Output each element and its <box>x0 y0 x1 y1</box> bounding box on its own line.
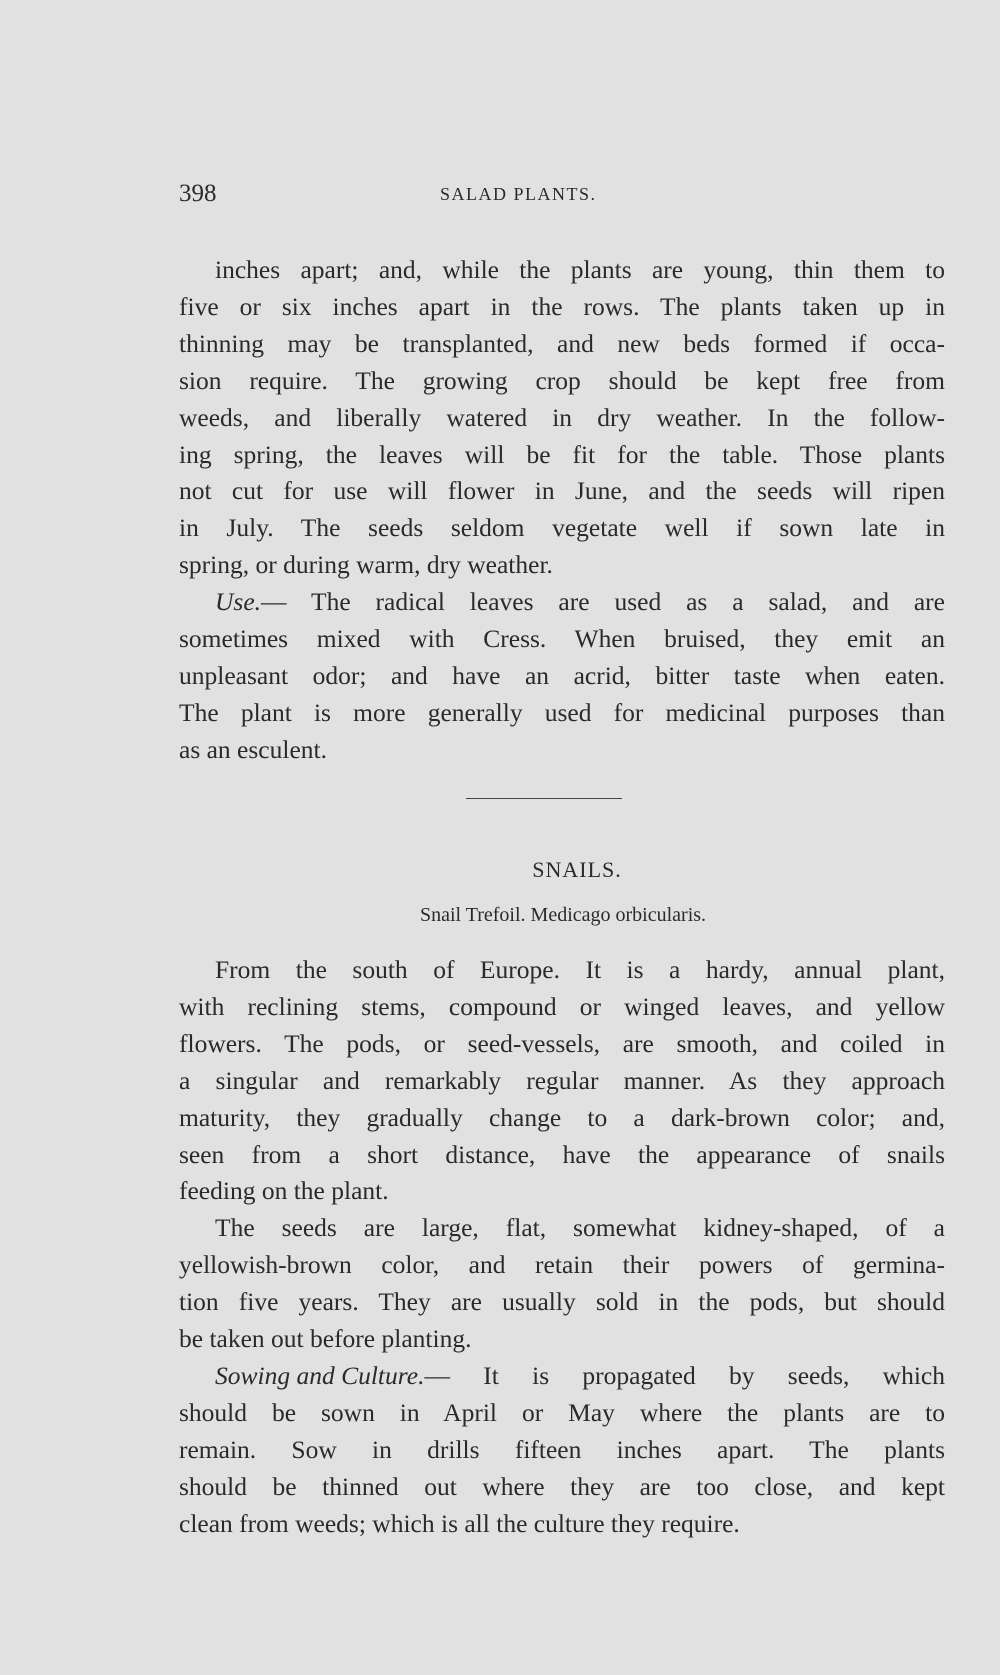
text-line <box>179 400 945 437</box>
text-line <box>179 326 945 363</box>
text-line <box>179 1210 945 1247</box>
top-text-block <box>179 252 945 769</box>
line-text: clean from weeds; which is all the culture they require. <box>179 1508 740 1538</box>
line-text: not cut for use will flower in June, and the seeds will ripen <box>179 476 945 506</box>
text-line <box>179 252 945 289</box>
text-line <box>179 658 945 695</box>
line-text: The plant is more generally used for medicinal purposes than <box>179 697 945 727</box>
text-line <box>179 547 945 584</box>
text-line <box>179 1358 945 1395</box>
paragraph-lead-in: Use. <box>215 587 262 617</box>
line-text: should be thinned out where they are too close, and kept <box>179 1471 945 1501</box>
line-text: be taken out before planting. <box>179 1324 472 1354</box>
text-line <box>179 1395 945 1432</box>
line-text: spring, or during warm, dry weather. <box>179 550 553 580</box>
text-line <box>179 1173 945 1210</box>
text-line <box>179 989 945 1026</box>
line-text: maturity, they gradually change to a dark-brown color; and, <box>179 1102 945 1132</box>
line-text: ing spring, the leaves will be fit for the table. Those plants <box>179 439 945 469</box>
running-head: SALAD PLANTS. <box>440 184 597 204</box>
text-line <box>179 732 945 769</box>
line-text: remain. Sow in drills fifteen inches apart. The plants <box>179 1434 945 1464</box>
text-line <box>179 363 945 400</box>
text-line <box>179 1247 945 1284</box>
text-line <box>179 1284 945 1321</box>
line-text: tion five years. They are usually sold in the pods, but should <box>179 1287 945 1317</box>
line-text: should be sown in April or May where the plants are to <box>179 1397 945 1427</box>
line-text: thinning may be transplanted, and new beds formed if occa- <box>179 328 945 358</box>
section-divider <box>466 798 622 799</box>
line-text: with reclining stems, compound or winged leaves, and yellow <box>179 991 945 1021</box>
line-text: inches apart; and, while the plants are young, thin them to <box>215 255 945 284</box>
page-number: 398 <box>179 180 217 207</box>
line-text: yellowish-brown color, and retain their powers of germina- <box>179 1250 945 1280</box>
section-title: SNAILS. <box>532 857 622 882</box>
text-line <box>179 621 945 658</box>
paragraph-lead-in: Sowing and Culture. <box>215 1360 425 1390</box>
text-line <box>179 289 945 326</box>
line-text: a singular and remarkably regular manner. As they approach <box>179 1065 945 1095</box>
line-text: sometimes mixed with Cress. When bruised, they emit an <box>179 624 945 654</box>
line-text: From the south of Europe. It is a hardy, annual plant, <box>215 955 945 984</box>
bottom-text-block <box>179 952 945 1543</box>
text-line <box>179 1469 945 1506</box>
line-text: seen from a short distance, have the appearance of snails <box>179 1139 945 1169</box>
text-line <box>179 695 945 732</box>
line-text: as an esculent. <box>179 734 327 764</box>
line-text: flowers. The pods, or seed-vessels, are smooth, and coiled in <box>179 1028 945 1058</box>
line-text: in July. The seeds seldom vegetate well if sown late in <box>179 513 945 543</box>
line-text: — It is propagated by seeds, which <box>424 1360 945 1390</box>
section-subtitle: Snail Trefoil. Medicago orbicularis. <box>419 904 707 926</box>
text-line <box>179 952 945 989</box>
text-line <box>179 1063 945 1100</box>
text-line <box>179 1100 945 1137</box>
text-line <box>179 473 945 510</box>
line-text: unpleasant odor; and have an acrid, bitter taste when eaten. <box>179 660 945 690</box>
line-text: weeds, and liberally watered in dry weather. In the follow- <box>179 402 945 432</box>
text-line <box>179 1321 945 1358</box>
text-line <box>179 1137 945 1174</box>
text-line <box>179 1432 945 1469</box>
line-text: five or six inches apart in the rows. The plants taken up in <box>179 291 945 321</box>
line-text: feeding on the plant. <box>179 1176 389 1206</box>
line-text: — The radical leaves are used as a salad, and are <box>261 587 945 617</box>
line-text: sion require. The growing crop should be kept free from <box>179 365 945 395</box>
line-text: The seeds are large, flat, somewhat kidney-shaped, of a <box>215 1213 945 1243</box>
text-line <box>179 584 945 621</box>
text-line <box>179 1506 945 1543</box>
text-line <box>179 510 945 547</box>
text-line <box>179 1026 945 1063</box>
text-line <box>179 437 945 474</box>
